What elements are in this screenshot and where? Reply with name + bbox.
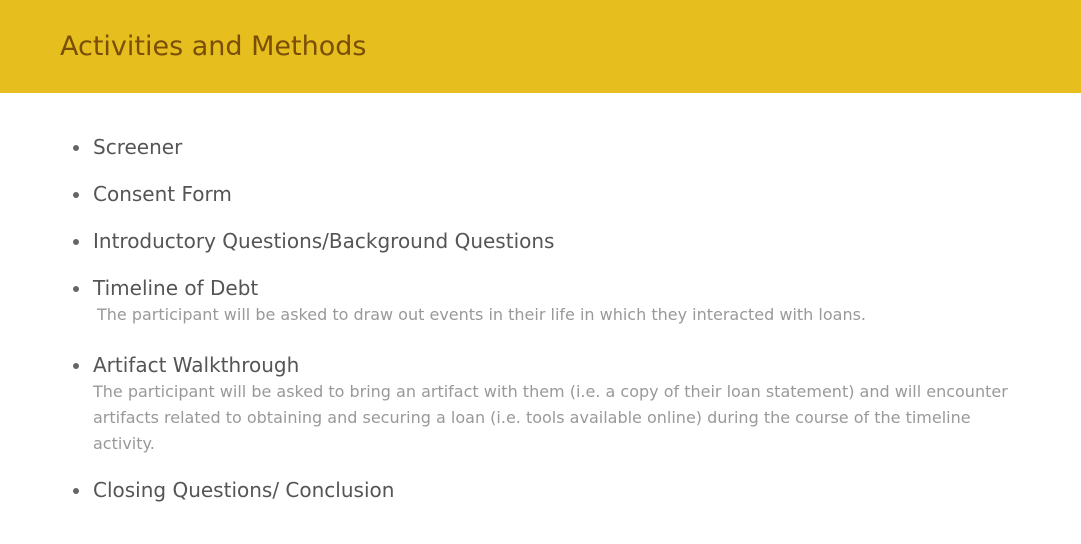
bullet-icon [73,488,79,494]
bullet-icon [73,363,79,369]
page-title: Activities and Methods [60,31,367,62]
item-label: Artifact Walkthrough [93,353,300,377]
bullet-icon [73,239,79,245]
item-label: Timeline of Debt [93,276,259,300]
item-label: Consent Form [93,182,232,206]
item-description: The participant will be asked to bring an artifact with them (i.e. a copy of their loan statement) and will encounter artifacts related to obtaining and securing a loan (i.e. tools available online) during the course of the timeline activity. [93,382,1008,453]
item-label: Screener [93,135,183,159]
bullet-icon [73,145,79,151]
item-label: Introductory Questions/Background Questions [93,229,555,253]
item-label: Closing Questions/ Conclusion [93,478,395,502]
bullet-icon [73,286,79,292]
item-description: The participant will be asked to draw out events in their life in which they interacted with loans. [97,305,867,324]
bullet-icon [73,192,79,198]
